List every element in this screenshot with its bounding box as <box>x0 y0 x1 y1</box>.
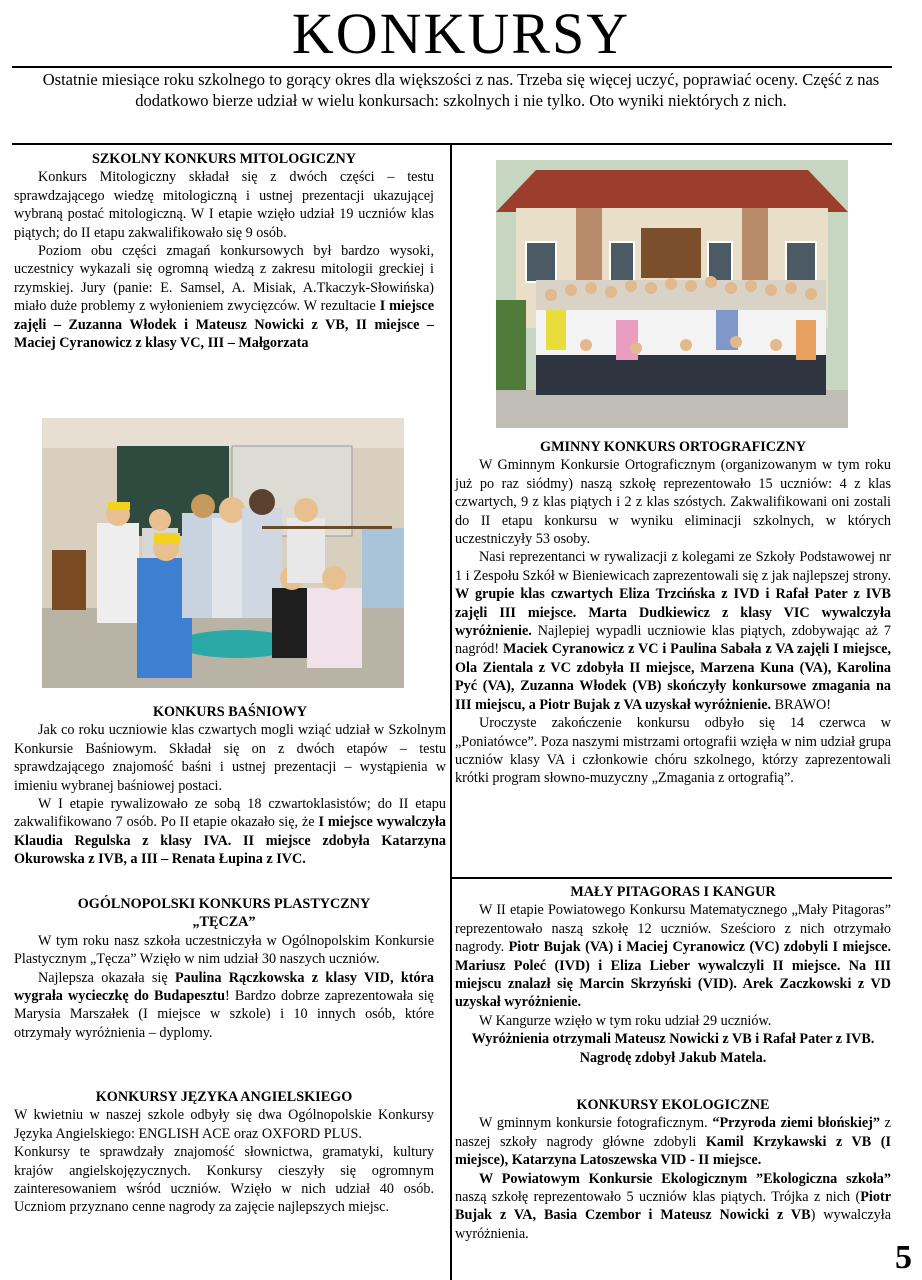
kangur-awards: Wyróżnienia otrzymali Mateusz Nowicki z VB i Rafał Pater z IVB. Nagrodę zdobył Jakub Matela. <box>471 1031 875 1066</box>
orthography-section <box>455 438 891 788</box>
english-contest-section <box>14 1088 434 1217</box>
art-contest-heading: OGÓLNOPOLSKI KONKURS PLASTYCZNY <box>77 896 371 912</box>
intro-text: Ostatnie miesiące roku szkolnego to gorący okres dla większości z nas. Trzeba się więcej uczyć, poprawiać oceny. Część z nas dodatkowo bierze udział w wielu konkursach: szkolnych i nie tylko. Oto wyniki niektórych z nich. <box>42 70 880 110</box>
english-contest-paragraph-1: W kwietniu w naszej szkole odbyły się dwa Ogólnopolskie Konkursy Języka Angielskiego: ENGLISH ACE oraz OXFORD PLUS. <box>14 1107 434 1142</box>
orthography-paragraph-1: W Gminnym Konkursie Ortograficznym (organizowanym w tym roku już po raz siódmy) naszą szkołę reprezentowało 15 uczniów: 4 z klas czwartych, 9 z klas piątych i 2 z klas szóstych. Zakwalifikowani oni zostali do II etapu konkursu w wyniku eliminacji szkolnych, w których uczestniczyły 53 osoby. <box>455 457 891 548</box>
costume-photo-svg <box>42 418 404 688</box>
column-divider <box>450 145 452 1280</box>
art-contest-paragraph-1: W tym roku nasz szkoła uczestniczyła w Ogólnopolskim Konkursie Plastycznym „Tęcza” Wzięło w nim udział 30 naszych uczniów. <box>14 932 434 968</box>
intro-rule <box>12 143 892 145</box>
page-title: KONKURSY <box>291 1 631 66</box>
mythology-costume-photo <box>42 418 404 688</box>
mythology-heading: SZKOLNY KONKURS MITOLOGICZNY <box>91 151 357 167</box>
pitagoras-paragraph-1: W II etapie Powiatowego Konkursu Matematycznego „Mały Pitagoras” reprezentowało naszą szkołę 12 uczniów. Sześcioro z nich otrzymało nagrody. Piotr Bujak (VA) i Maciej Cyranowicz (VC) zdobyli I miejsce. Mariusz Poleć (IVD) i Eliza Lieber wywalczyli II miejsce. Na III miejscu znalazł się Marcin Skrzyński (VID). Arek Zaczkowski z VD uzyskał wyróżnienie. <box>455 902 891 1011</box>
ecology-paragraph-1: W gminnym konkursie fotograficznym. “Przyroda ziemi błońskiej” z naszej szkoły nagrody główne zdobyli Kamil Krzykawski z VB (I miejsce), Katarzyna Latoszewska VID - II miejsce. <box>455 1115 891 1169</box>
fairy-tale-paragraph-2: W I etapie rywalizowało ze sobą 18 czwartoklasistów; do II etapu zakwalifikowano 7 osób. Po II etapie okazało się, że I miejsce wywalczyła Klaudia Regulska z klasy IVA. II miejsce zdobyła Katarzyna Okurowska z IVB, a III – Renata Łupina z IVC. <box>14 796 446 868</box>
fairy-tale-section <box>14 703 446 869</box>
mythology-paragraph-1: Konkurs Mitologiczny składał się z dwóch części – testu sprawdzającego wiedzę mitologiczną i ustnej prezentacji ukazującej wybraną postać mitologiczną. W I etapie wzięło udział 19 uczniów klas piątych; do II etapu zakwalifikowało się 9 osób. <box>14 169 434 241</box>
ecology-paragraph-2: W Powiatowym Konkursie Ekologicznym ”Ekologiczna szkoła” naszą szkołę reprezentowało 5 uczniów klas piątych. Trójka z nich (Piotr Bujak z VA, Basia Czembor i Mateusz Nowicki z VB) wywalczyła wyróżnienia. <box>455 1170 892 1242</box>
page-number: 5 <box>895 1239 912 1276</box>
art-contest-subheading: „TĘCZA” <box>192 914 256 931</box>
pitagoras-section <box>455 883 891 1067</box>
kangur-paragraph: W Kangurze wzięło w tym roku udział 29 uczniów. <box>479 1012 772 1029</box>
mythology-section <box>14 150 434 352</box>
english-contest-paragraph-2: Konkursy te sprawdzały znajomość słownictwa, gramatyki, kultury krajów angielskojęzycznych. Konkursy cieszyły się ogromnym zainteresowaniem wśród uczniów. Wzięło w nich udział 40 osób. Uczniom przyznano cenne nagrody za zajęcie najlepszych miejsc. <box>14 1144 434 1216</box>
english-contest-heading: KONKURSY JĘZYKA ANGIELSKIEGO <box>95 1089 353 1105</box>
art-contest-section <box>14 895 434 1042</box>
school-group-photo <box>496 160 848 428</box>
ecology-section <box>455 1096 891 1243</box>
fairy-tale-heading: KONKURS BAŚNIOWY <box>152 704 308 720</box>
pitagoras-heading: MAŁY PITAGORAS I KANGUR <box>570 884 776 900</box>
art-contest-paragraph-2: Najlepsza okazała się Paulina Rączkowska z klasy VID, która wygrała wycieczkę do Budapesztu! Bardzo dobrze zaprezentowała się Marysia Marszałek (I miejsce w szkole) i 10 innych osób, które otrzymały wyróżnienia – dyplomy. <box>14 969 434 1041</box>
orthography-heading: GMINNY KONKURS ORTOGRAFICZNY <box>540 439 806 455</box>
title-rule <box>12 66 892 68</box>
orthography-paragraph-2: Nasi reprezentanci w rywalizacji z kolegami ze Szkoły Podstawowej nr 1 i Zespołu Szkół w Bieniewicach zaprezentowali się z jak najlepszej strony. W grupie klas czwartych Eliza Trzcińska z IVD i Rafał Pater z IVB zajęli III miejsce. Marta Dudkiewicz z klasy VIC wywalczyła wyróżnienie. Najlepiej wypadli uczniowie klas piątych, zdobywając aż 7 nagród! Maciek Cyranowicz z VC i Paulina Sabała z VA zajęli I miejsce, Ola Zientala z VC zdobyła II miejsce, Marzena Kuna (VA), Karolina Pyć (VA), Zuzanna Włodek (VB) skończyły konkursowe zmagania na III miejscu, a Piotr Bujak z VA uzyskał wyróżnienie. BRAWO! <box>455 549 891 713</box>
ecology-heading: KONKURSY EKOLOGICZNE <box>576 1097 770 1113</box>
fairy-tale-paragraph-1: Jak co roku uczniowie klas czwartych mogli wziąć udział w Szkolnym Konkursie Baśniowym. Składał się on z dwóch etapów – testu sprawdzającego znajomość baśni i ustnej prezentacji – wystąpienia w imieniu wybranej baśniowej postaci. <box>14 722 446 794</box>
orthography-paragraph-3: Uroczyste zakończenie konkursu odbyło się 14 czerwca w „Poniatówce”. Poza naszymi mistrzami ortografii wzięła w nim udział grupa uczniów klasy VA i członkowie chóru szkolnego, którzy zaprezentowali krótki program słowno-muzyczny „Zmagania z ortografią”. <box>455 715 891 787</box>
mythology-paragraph-2: Poziom obu części zmagań konkursowych był bardzo wysoki, uczestnicy wykazali się ogromną wiedzą z zakresu mitologii greckiej i rzymskiej. Jury (panie: E. Samsel, A. Misiak, A.Tkaczyk-Słowińska) miało duże problemy z wyłonieniem zwycięzców. W rezultacie I miejsce zajęli – Zuzanna Włodek i Mateusz Nowicki z VB, II miejsce – Maciej Cyranowicz z klasy VC, III – Małgorzata <box>14 243 434 352</box>
right-section-rule <box>452 877 892 879</box>
group-photo-svg <box>496 160 848 428</box>
